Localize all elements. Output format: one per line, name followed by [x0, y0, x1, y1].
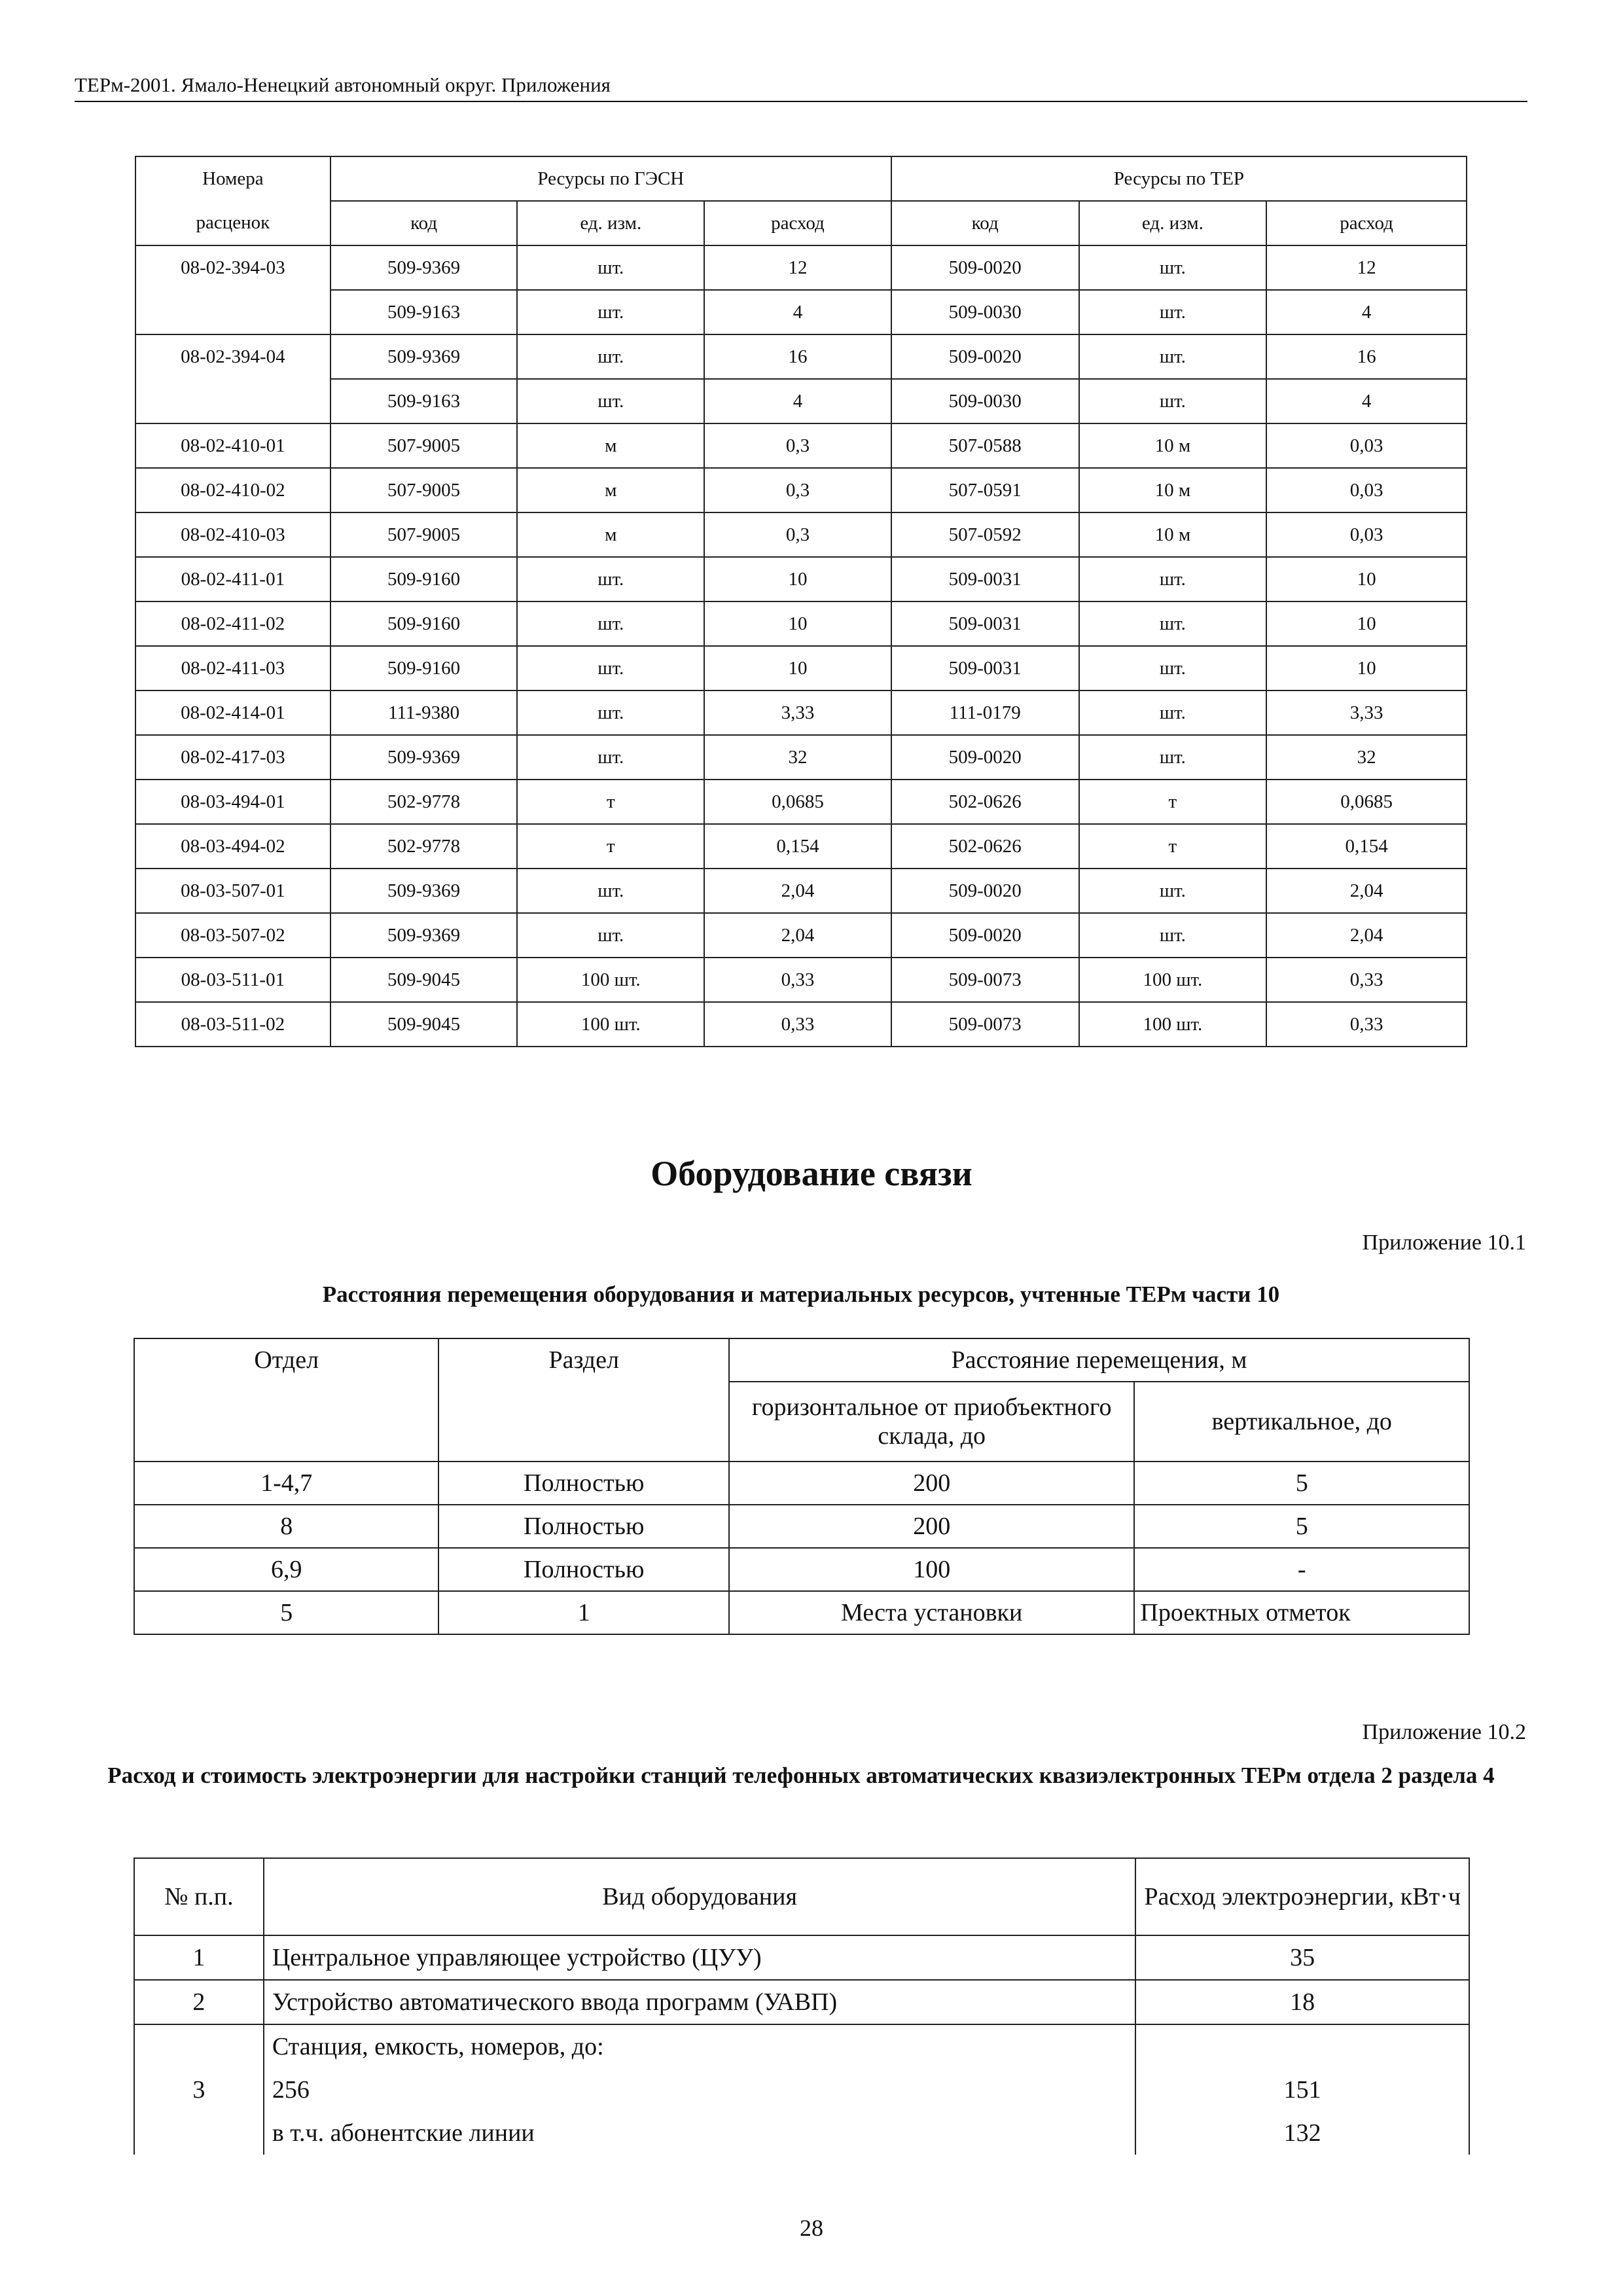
cell-ter-code: 509-0020 [891, 334, 1079, 379]
cell-gesn-amount: 10 [704, 601, 891, 646]
cell-vertical: - [1134, 1548, 1469, 1591]
cell-ter-amount: 0,154 [1266, 824, 1467, 869]
cell-gesn-amount: 0,154 [704, 824, 891, 869]
cell-ter-amount: 2,04 [1266, 913, 1467, 958]
cell-gesn-amount: 10 [704, 557, 891, 601]
cell-ter-code: 507-0591 [891, 468, 1079, 512]
cell-ter-unit: 100 шт. [1079, 1002, 1267, 1047]
cell-gesn-amount: 16 [704, 334, 891, 379]
cell-gesn-code: 509-9163 [330, 379, 518, 423]
cell-horizontal: 200 [729, 1505, 1134, 1548]
running-header: ТЕРм-2001. Ямало-Ненецкий автономный округ. Приложения [75, 73, 1527, 102]
th-ter-unit: ед. изм. [1079, 201, 1267, 245]
row3-value1 [1135, 2024, 1469, 2068]
cell-ter-code: 509-0030 [891, 379, 1079, 423]
table-row [135, 423, 1467, 468]
appendix-10-2-title: Расход и стоимость электроэнергии для настройки станций телефонных автоматических квазиэлектронных ТЕРм отдела 2 раздела 4 [107, 1763, 1495, 1788]
table-row [135, 512, 1467, 557]
cell-vertical: Проектных отметок [1134, 1591, 1469, 1634]
cell-rate-number: 08-03-507-02 [135, 913, 330, 958]
cell-consumption: 18 [1135, 1980, 1469, 2024]
appendix-10-1-label: Приложение 10.1 [1362, 1230, 1526, 1255]
table-row [135, 290, 1467, 334]
cell-dept: 8 [134, 1505, 438, 1548]
cell-ter-amount: 0,33 [1266, 958, 1467, 1002]
cell-ter-unit: шт. [1079, 691, 1267, 735]
table-row [134, 1980, 1469, 2024]
cell-gesn-code: 507-9005 [330, 512, 518, 557]
row3-value3: 132 [1135, 2111, 1469, 2155]
cell-gesn-code: 509-9160 [330, 646, 518, 691]
cell-equipment: Устройство автоматического ввода программ (УАВП) [264, 1980, 1136, 2024]
appendix-10-1-title: Расстояния перемещения оборудования и материальных ресурсов, учтенные ТЕРм части 10 [322, 1282, 1280, 1307]
cell-gesn-unit: шт. [517, 646, 704, 691]
appendix-10-2-label: Приложение 10.2 [1362, 1720, 1526, 1744]
th-horizontal: горизонтальное от приобъектного склада, до [729, 1382, 1134, 1462]
cell-gesn-unit: 100 шт. [517, 1002, 704, 1047]
cell-ter-amount: 4 [1266, 379, 1467, 423]
cell-ter-amount: 0,03 [1266, 512, 1467, 557]
cell-equipment: Центральное управляющее устройство (ЦУУ) [264, 1935, 1136, 1980]
table-row [135, 780, 1467, 824]
th-ter-group: Ресурсы по ТЕР [891, 156, 1467, 201]
row3-line3: в т.ч. абонентские линии [264, 2111, 1136, 2155]
cell-rate-number: 08-03-494-01 [135, 780, 330, 824]
cell-gesn-amount: 0,3 [704, 423, 891, 468]
cell-horizontal: 200 [729, 1462, 1134, 1505]
cell-gesn-unit: шт. [517, 691, 704, 735]
cell-ter-unit: 10 м [1079, 423, 1267, 468]
cell-ter-amount: 10 [1266, 646, 1467, 691]
cell-gesn-unit: м [517, 468, 704, 512]
cell-ter-code: 502-0626 [891, 780, 1079, 824]
table-row [134, 1462, 1469, 1505]
th-gesn-unit: ед. изм. [517, 201, 704, 245]
cell-ter-code: 509-0030 [891, 290, 1079, 334]
cell-rate-number: 08-03-494-02 [135, 824, 330, 869]
cell-rate-number: 08-02-394-03 [135, 245, 330, 290]
cell-ter-code: 509-0073 [891, 958, 1079, 1002]
cell-ter-code: 509-0020 [891, 913, 1079, 958]
cell-gesn-amount: 0,3 [704, 512, 891, 557]
cell-rate-number: 08-02-410-03 [135, 512, 330, 557]
table-row [134, 1505, 1469, 1548]
table-row [135, 691, 1467, 735]
page-number: 28 [800, 2215, 823, 2241]
cell-ter-amount: 3,33 [1266, 691, 1467, 735]
resources-table [135, 156, 1467, 1047]
th-gesn-amount: расход [704, 201, 891, 245]
table-row [135, 869, 1467, 913]
cell-gesn-unit: шт. [517, 290, 704, 334]
cell-ter-unit: шт. [1079, 646, 1267, 691]
cell-rate-number: 08-03-511-02 [135, 1002, 330, 1047]
cell-ter-amount: 16 [1266, 334, 1467, 379]
cell-gesn-code: 509-9163 [330, 290, 518, 334]
th-distance: Расстояние перемещения, м [729, 1338, 1469, 1382]
cell-ter-code: 509-0073 [891, 1002, 1079, 1047]
cell-rate-number: 08-02-410-02 [135, 468, 330, 512]
table-row [135, 1002, 1467, 1047]
cell-rate-number [135, 379, 330, 423]
table-row [135, 379, 1467, 423]
cell-ter-code: 507-0592 [891, 512, 1079, 557]
table-row [135, 735, 1467, 780]
cell-horizontal: 100 [729, 1548, 1134, 1591]
th-vertical: вертикальное, до [1134, 1382, 1469, 1462]
table-row [134, 1591, 1469, 1634]
cell-ter-amount: 2,04 [1266, 869, 1467, 913]
row3-line2: 256 [264, 2068, 1136, 2111]
cell-ter-unit: шт. [1079, 334, 1267, 379]
cell-gesn-unit: м [517, 512, 704, 557]
cell-gesn-amount: 4 [704, 290, 891, 334]
th-gesn-code: код [330, 201, 518, 245]
cell-gesn-unit: шт. [517, 334, 704, 379]
cell-horizontal: Места установки [729, 1591, 1134, 1634]
cell-ter-unit: шт. [1079, 245, 1267, 290]
cell-ter-code: 507-0588 [891, 423, 1079, 468]
table-row [135, 601, 1467, 646]
th-dept: Отдел [134, 1338, 438, 1462]
th-gesn-group: Ресурсы по ГЭСН [330, 156, 891, 201]
cell-dept: 1-4,7 [134, 1462, 438, 1505]
table-row [135, 245, 1467, 290]
th-ter-code: код [891, 201, 1079, 245]
row3-num: 3 [134, 2024, 264, 2155]
row3-value2: 151 [1135, 2068, 1469, 2111]
cell-ter-amount: 4 [1266, 290, 1467, 334]
cell-gesn-amount: 0,33 [704, 1002, 891, 1047]
cell-gesn-code: 509-9045 [330, 1002, 518, 1047]
cell-ter-unit: шт. [1079, 557, 1267, 601]
cell-gesn-unit: шт. [517, 601, 704, 646]
th-ter-amount: расход [1266, 201, 1467, 245]
table-row [135, 646, 1467, 691]
cell-rate-number: 08-02-411-02 [135, 601, 330, 646]
cell-gesn-unit: шт. [517, 913, 704, 958]
energy-table [134, 1857, 1470, 2155]
cell-gesn-amount: 4 [704, 379, 891, 423]
th-num: № п.п. [134, 1858, 264, 1935]
cell-gesn-unit: 100 шт. [517, 958, 704, 1002]
cell-gesn-unit: м [517, 423, 704, 468]
table-row [135, 913, 1467, 958]
cell-gesn-unit: т [517, 780, 704, 824]
cell-vertical: 5 [1134, 1462, 1469, 1505]
th-section: Раздел [438, 1338, 729, 1462]
cell-ter-unit: 100 шт. [1079, 958, 1267, 1002]
table-row [134, 1935, 1469, 1980]
cell-num: 2 [134, 1980, 264, 2024]
cell-dept: 5 [134, 1591, 438, 1634]
table-row [135, 824, 1467, 869]
cell-ter-amount: 12 [1266, 245, 1467, 290]
cell-ter-unit: шт. [1079, 379, 1267, 423]
cell-ter-code: 509-0031 [891, 646, 1079, 691]
th-number-2: расценок [135, 201, 330, 245]
cell-gesn-code: 509-9369 [330, 334, 518, 379]
cell-gesn-unit: шт. [517, 735, 704, 780]
cell-gesn-code: 509-9369 [330, 735, 518, 780]
cell-gesn-unit: шт. [517, 379, 704, 423]
cell-section: 1 [438, 1591, 729, 1634]
cell-gesn-code: 509-9160 [330, 601, 518, 646]
cell-gesn-amount: 32 [704, 735, 891, 780]
cell-gesn-code: 507-9005 [330, 423, 518, 468]
cell-gesn-code: 509-9045 [330, 958, 518, 1002]
cell-gesn-amount: 2,04 [704, 913, 891, 958]
cell-ter-amount: 0,0685 [1266, 780, 1467, 824]
cell-ter-amount: 10 [1266, 557, 1467, 601]
cell-ter-code: 509-0020 [891, 245, 1079, 290]
section-title: Оборудование связи [651, 1154, 972, 1193]
cell-gesn-unit: шт. [517, 557, 704, 601]
cell-ter-amount: 0,03 [1266, 423, 1467, 468]
cell-ter-code: 509-0031 [891, 557, 1079, 601]
table-row [135, 958, 1467, 1002]
cell-ter-amount: 0,33 [1266, 1002, 1467, 1047]
cell-ter-code: 111-0179 [891, 691, 1079, 735]
cell-rate-number: 08-03-507-01 [135, 869, 330, 913]
cell-gesn-amount: 0,3 [704, 468, 891, 512]
cell-gesn-unit: т [517, 824, 704, 869]
cell-ter-code: 509-0031 [891, 601, 1079, 646]
cell-rate-number: 08-02-411-03 [135, 646, 330, 691]
cell-rate-number: 08-03-511-01 [135, 958, 330, 1002]
cell-ter-amount: 0,03 [1266, 468, 1467, 512]
table-row [134, 1548, 1469, 1591]
cell-dept: 6,9 [134, 1548, 438, 1591]
cell-rate-number: 08-02-410-01 [135, 423, 330, 468]
cell-rate-number: 08-02-417-03 [135, 735, 330, 780]
cell-gesn-amount: 0,0685 [704, 780, 891, 824]
cell-ter-unit: шт. [1079, 601, 1267, 646]
cell-gesn-code: 507-9005 [330, 468, 518, 512]
cell-num: 1 [134, 1935, 264, 1980]
cell-ter-unit: 10 м [1079, 512, 1267, 557]
cell-gesn-amount: 3,33 [704, 691, 891, 735]
cell-ter-code: 509-0020 [891, 869, 1079, 913]
cell-ter-unit: т [1079, 780, 1267, 824]
cell-ter-unit: шт. [1079, 869, 1267, 913]
cell-ter-unit: т [1079, 824, 1267, 869]
cell-ter-unit: шт. [1079, 290, 1267, 334]
cell-section: Полностью [438, 1462, 729, 1505]
table-row [135, 557, 1467, 601]
cell-section: Полностью [438, 1548, 729, 1591]
row3-line1: Станция, емкость, номеров, до: [264, 2024, 1136, 2068]
th-number-1: Номера [135, 156, 330, 201]
cell-gesn-code: 509-9369 [330, 913, 518, 958]
cell-gesn-code: 111-9380 [330, 691, 518, 735]
cell-ter-amount: 32 [1266, 735, 1467, 780]
table-row [135, 334, 1467, 379]
cell-gesn-amount: 2,04 [704, 869, 891, 913]
cell-ter-code: 502-0626 [891, 824, 1079, 869]
cell-gesn-amount: 12 [704, 245, 891, 290]
cell-consumption: 35 [1135, 1935, 1469, 1980]
cell-ter-unit: 10 м [1079, 468, 1267, 512]
cell-gesn-code: 509-9369 [330, 869, 518, 913]
th-consumption: Расход электроэнергии, кВт·ч [1135, 1858, 1469, 1935]
distance-table [134, 1338, 1470, 1635]
cell-ter-code: 509-0020 [891, 735, 1079, 780]
cell-ter-unit: шт. [1079, 735, 1267, 780]
th-equipment: Вид оборудования [264, 1858, 1136, 1935]
table-row [135, 468, 1467, 512]
cell-gesn-unit: шт. [517, 245, 704, 290]
cell-rate-number: 08-02-411-01 [135, 557, 330, 601]
cell-ter-unit: шт. [1079, 913, 1267, 958]
cell-vertical: 5 [1134, 1505, 1469, 1548]
cell-section: Полностью [438, 1505, 729, 1548]
cell-ter-amount: 10 [1266, 601, 1467, 646]
cell-rate-number: 08-02-414-01 [135, 691, 330, 735]
cell-gesn-code: 509-9369 [330, 245, 518, 290]
cell-gesn-amount: 10 [704, 646, 891, 691]
cell-rate-number: 08-02-394-04 [135, 334, 330, 379]
cell-gesn-code: 509-9160 [330, 557, 518, 601]
cell-gesn-code: 502-9778 [330, 824, 518, 869]
cell-gesn-unit: шт. [517, 869, 704, 913]
cell-gesn-amount: 0,33 [704, 958, 891, 1002]
cell-rate-number [135, 290, 330, 334]
cell-gesn-code: 502-9778 [330, 780, 518, 824]
